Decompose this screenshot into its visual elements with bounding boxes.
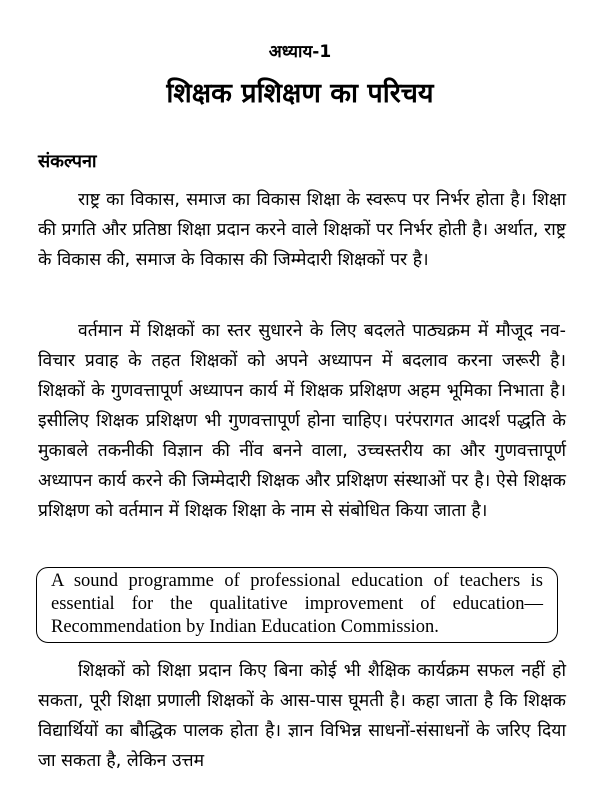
section-heading: संकल्पना — [38, 151, 97, 172]
quote-line-1: A sound programme of professional education of teachers is — [51, 571, 543, 591]
quote-box — [36, 567, 558, 643]
quote-line-3: Recommendation by Indian Education Commission. — [51, 617, 439, 637]
chapter-label: अध्याय-1 — [268, 42, 332, 62]
quote-line-2: essential for the qualitative improvement of education— — [51, 594, 543, 614]
paragraph-2: वर्तमान में शिक्षकों का स्तर सुधारने के लिए बदलते पाठ्यक्रम में मौजूद नव-विचार प्रवाह के तहत शिक्षकों को अपने अध्यापन में बदलाव करना जरूरी है। शिक्षकों के गुणवत्तापूर्ण अध्यापन कार्य में शिक्षक प्रशिक्षण अहम भूमिका निभाता है। इसीलिए शिक्षक प्रशिक्षण भी गुणवत्तापूर्ण होना चाहिए। परंपरागत आदर्श पद्धति के मुकाबले तकनीकी विज्ञान की नींव बनने वाला, उच्चस्तरीय का और गुणवत्तापूर्ण अध्यापन कार्य करने की जिम्मेदारी शिक्षक और प्रशिक्षण संस्थाओं पर है। ऐसे शिक्षक प्रशिक्षण को वर्तमान में शिक्षक शिक्षा के नाम से संबोधित किया जाता है। — [38, 321, 566, 521]
chapter-title: शिक्षक प्रशिक्षण का परिचय — [166, 78, 434, 109]
paragraph-3: शिक्षकों को शिक्षा प्रदान किए बिना कोई भी शैक्षिक कार्यक्रम सफल नहीं हो सकता, पूरी शिक्षा प्रणाली शिक्षकों के आस-पास घूमती है। कहा जाता है कि शिक्षक विद्यार्थियों का बौद्धिक पालक होता है। ज्ञान विभिन्न साधनों-संसाधनों के जरिए दिया जा सकता है, लेकिन उत्तम — [38, 661, 566, 771]
paragraph-1: राष्ट्र का विकास, समाज का विकास शिक्षा के स्वरूप पर निर्भर होता है। शिक्षा की प्रगति और प्रतिष्ठा शिक्षा प्रदान करने वाले शिक्षकों पर निर्भर होती है। अर्थात, राष्ट्र के विकास की, समाज के विकास की जिम्मेदारी शिक्षकों पर है। — [38, 190, 566, 270]
